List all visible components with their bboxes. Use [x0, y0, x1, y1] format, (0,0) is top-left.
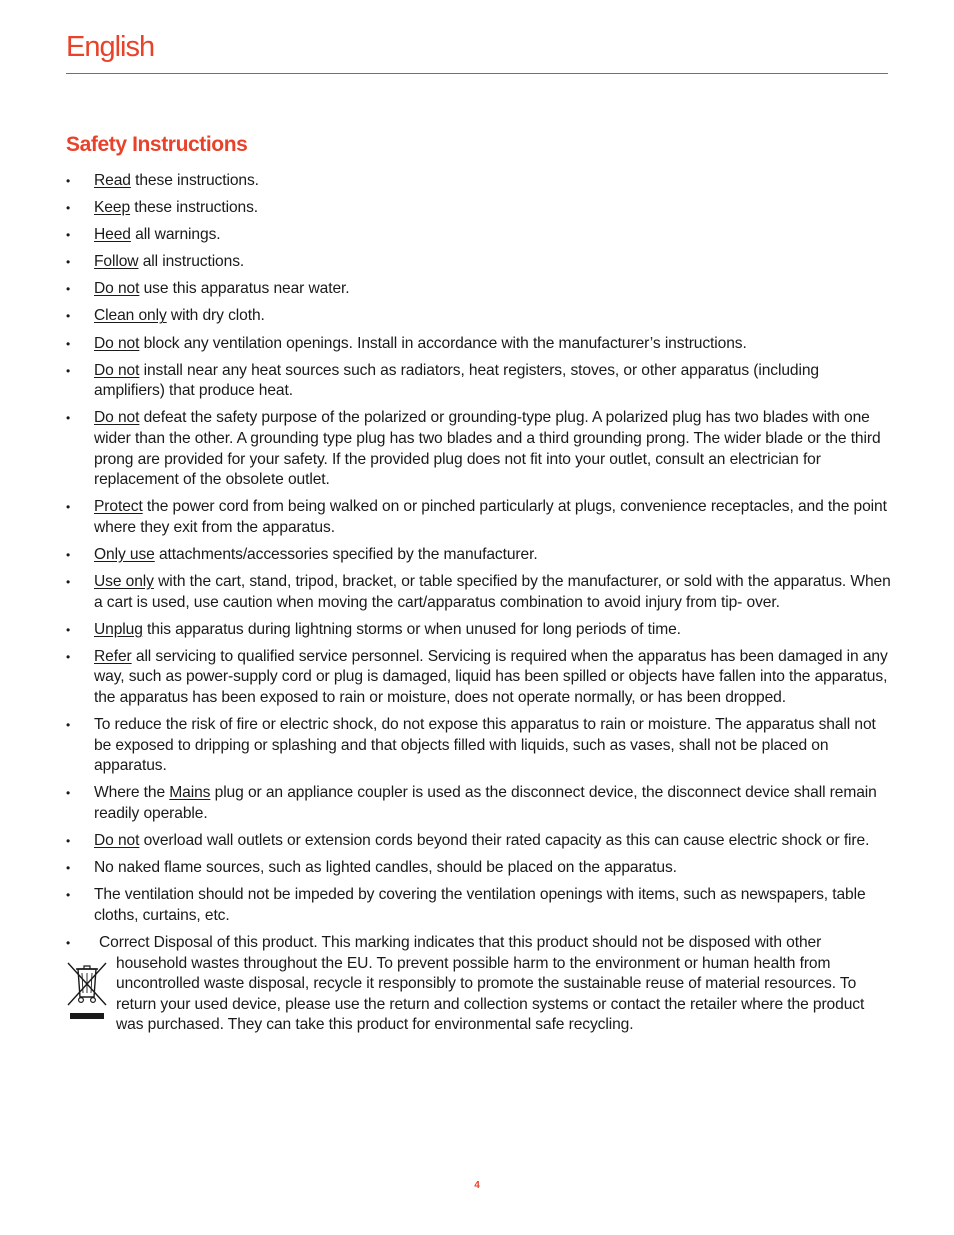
bullet: • [66, 336, 71, 351]
item-keyword: Mains [169, 784, 211, 802]
item-text: with dry cloth. [166, 307, 265, 325]
item-text: attachments/accessories specified by the manufacturer. [154, 545, 538, 563]
item-text: all instructions. [138, 253, 245, 271]
list-item [66, 198, 892, 219]
item-keyword: Read [94, 172, 131, 189]
list-item [66, 831, 892, 852]
bullet: • [66, 861, 71, 876]
item-prefix: No naked flame sources, such as lighted candles, should be placed on the apparatus. [94, 859, 677, 877]
item-prefix: Where the [94, 784, 170, 802]
item-keyword: Do not [94, 334, 140, 352]
bullet: • [66, 888, 71, 903]
item-text: defeat the safety purpose of the polarized or grounding-type plug. A polarized plug has two blades with one wider than the other. A grounding type plug has two blades and a third grounding prong. The wider blade or the third prong are provided for your safety. If the provided plug does not fit into your outlet, consult an electrician for replacement of the obsolete outlet. [94, 409, 881, 489]
item-text: with the cart, stand, tripod, bracket, or table specified by the manufacturer, or sold with the apparatus. When a cart is used, use caution when moving the cart/apparatus combination to avoid injury from tip- over. [94, 573, 891, 611]
page-header [66, 28, 888, 74]
item-keyword: Do not [94, 409, 140, 427]
item-prefix: To reduce the risk of fire or electric shock, do not expose this apparatus to rain or moisture. The apparatus shall not be exposed to dripping or splashing and that objects filled with liquids, such as vases, shall not be placed on apparatus. [94, 716, 876, 775]
item-keyword: Protect [94, 498, 143, 516]
item-keyword: Only use [94, 545, 155, 563]
bullet: • [66, 786, 71, 801]
bullet: • [66, 228, 71, 243]
safety-instructions-list [66, 171, 892, 1042]
item-keyword: Follow [94, 253, 139, 271]
disposal-text: household wastes throughout the EU. To prevent possible harm to the environment or human health from uncontrolled waste disposal, recycle it responsibly to promote the sustainable reuse of material resources. To return your used device, please use the return and collection systems or contact the retailer where the product was purchased. They can take this product for environmental safe recycling. [116, 954, 865, 1034]
item-keyword: Clean only [94, 307, 167, 325]
list-item [66, 545, 892, 566]
bullet: • [66, 649, 71, 664]
list-item [66, 783, 892, 824]
item-text: the power cord from being walked on or pinched particularly at plugs, convenience receptacles, and the point where they exit from the apparatus. [94, 498, 887, 536]
list-item [66, 858, 892, 879]
item-keyword: Unplug [94, 620, 143, 638]
item-keyword: Do not [94, 361, 140, 379]
bullet: • [66, 718, 71, 733]
item-keyword: Heed [94, 226, 131, 244]
item-keyword: Refer [94, 647, 132, 665]
bullet: • [66, 834, 71, 849]
list-item [66, 572, 892, 613]
item-text: these instructions. [130, 199, 259, 217]
item-text: plug or an appliance coupler is used as the disconnect device, the disconnect device shall remain readily operable. [94, 784, 877, 822]
item-prefix: The ventilation should not be impeded by covering the ventilation openings with items, such as newspapers, table cloths, curtains, etc. [94, 886, 866, 924]
item-text: overload wall outlets or extension cords beyond their rated capacity as this can cause electric shock or fire. [139, 832, 870, 850]
list-item [66, 279, 892, 300]
bullet: • [66, 282, 71, 297]
page-number: 4 [474, 1180, 480, 1191]
item-keyword: Do not [94, 280, 140, 298]
bullet: • [66, 622, 71, 637]
disposal-list-item [66, 933, 892, 1036]
item-text: install near any heat sources such as radiators, heat registers, stoves, or other apparatus (including amplifiers) that produce heat. [94, 361, 819, 400]
disposal-first-line: Correct Disposal of this product. This marking indicates that this product should not be disposed with other [99, 933, 822, 951]
item-text: block any ventilation openings. Install in accordance with the manufacturer’s instructions. [139, 334, 747, 352]
list-item [66, 620, 892, 641]
list-item [66, 497, 892, 538]
crossed-out-wheelie-bin-icon [64, 957, 110, 1023]
item-text: these instructions. [130, 172, 259, 189]
bullet: • [66, 411, 71, 426]
bullet: • [66, 575, 71, 589]
list-item [66, 408, 892, 490]
bullet: • [66, 547, 71, 562]
list-item [66, 715, 892, 777]
item-text: this apparatus during lightning storms or when unused for long periods of time. [142, 620, 681, 638]
bullet: • [66, 174, 71, 188]
item-keyword: Do not [94, 832, 140, 850]
item-text: all servicing to qualified service personnel. Servicing is required when the apparatus has been damaged in any way, such as power-supply cord or plug is damaged, liquid has been spilled or objects have fallen into the apparatus, the apparatus has been exposed to rain or moisture, does not operate normally, or has been dropped. [94, 647, 888, 706]
item-keyword: Keep [94, 199, 131, 217]
bullet: • [66, 201, 71, 216]
item-keyword: Use only [94, 573, 154, 590]
bullet: • [66, 309, 71, 324]
list-item [66, 225, 892, 246]
item-text: use this apparatus near water. [139, 280, 350, 298]
bullet: • [66, 255, 71, 270]
section-title: Safety Instructions [66, 133, 248, 156]
list-item [66, 334, 892, 355]
page-title: English [66, 31, 155, 63]
bullet: • [66, 500, 71, 515]
list-item [66, 252, 892, 273]
item-text: all warnings. [130, 226, 221, 244]
bullet: • [66, 935, 71, 950]
list-item [66, 361, 892, 402]
bullet: • [66, 363, 71, 378]
list-item [66, 647, 892, 709]
list-item [66, 171, 892, 192]
list-item [66, 885, 892, 926]
list-item [66, 306, 892, 327]
